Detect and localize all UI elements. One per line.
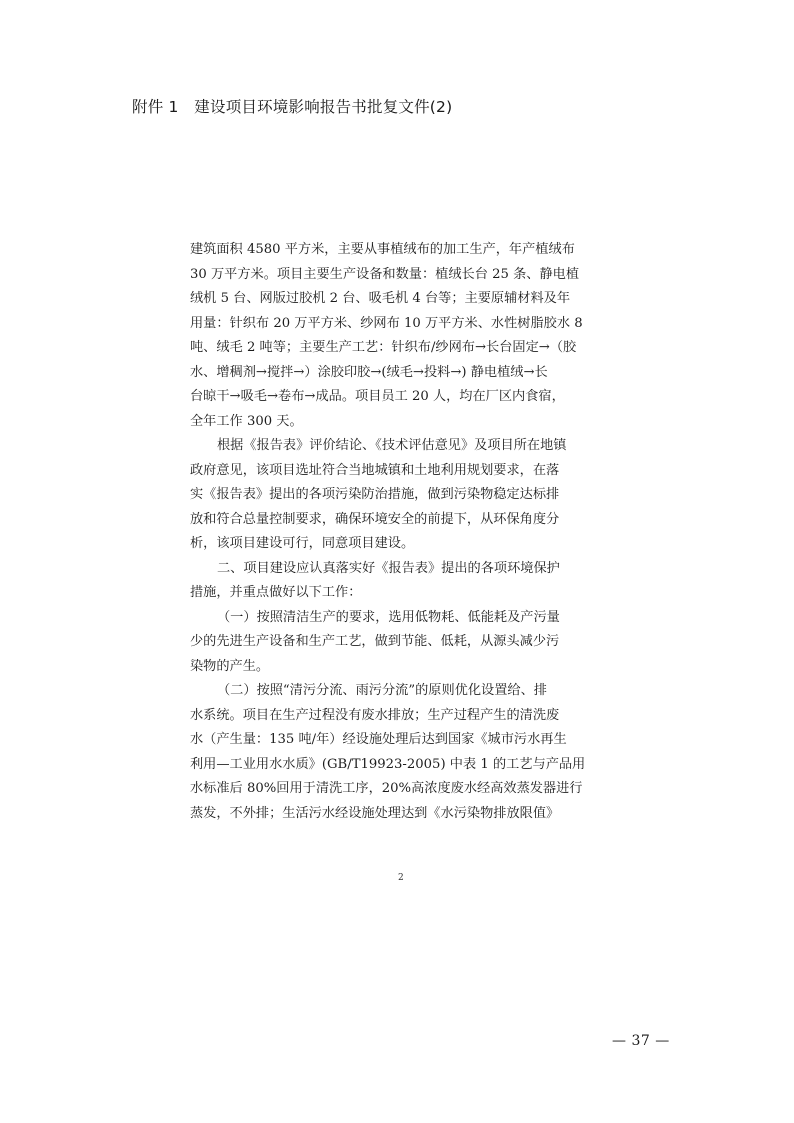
body-line: 全年工作 300 天。 — [190, 413, 303, 429]
body-line: （二）按照“清污分流、雨污分流”的原则优化设置给、排 — [217, 683, 547, 698]
body-line: 二、项目建设应认真落实好《报告表》提出的各项环境保护 — [217, 560, 560, 576]
body-line: 析，该项目建设可行，同意项目建设。 — [190, 536, 415, 551]
body-line: 台晾干→吸毛→卷布→成品。项目员工 20 人，均在厂区内食宿， — [190, 389, 565, 404]
body-line: 染物的产生。 — [190, 658, 270, 674]
body-line: 蒸发，不外排；生活污水经设施处理达到《水污染物排放限值》 — [190, 805, 560, 821]
body-line: （一）按照清洁生产的要求，选用低物耗、低能耗及产污量 — [217, 609, 560, 625]
body-line: 建筑面积 4580 平方米，主要从事植绒布的加工生产，年产植绒布 — [190, 242, 575, 257]
inner-page-number: 2 — [398, 873, 404, 883]
body-line: 根据《报告表》评价结论、《技术评估意见》及项目所在地镇 — [217, 438, 567, 453]
outer-page-number: — 37 — — [612, 1033, 670, 1049]
body-line: 绒机 5 台、网版过胶机 2 台、吸毛机 4 台等；主要原辅材料及年 — [190, 291, 571, 306]
body-line: 30 万平方米。项目主要生产设备和数量：植绒长台 25 条、静电植 — [190, 266, 580, 282]
body-line: 水标准后 80%回用于清洗工序，20%高浓度废水经高效蒸发器进行 — [190, 781, 583, 796]
body-line: 利用—工业用水水质》(GB/T19923-2005) 中表 1 的工艺与产品用 — [190, 756, 586, 772]
body-line: 水、增稠剂→搅拌→）涂胶印胶→(绒毛→投料→) 静电植绒→长 — [190, 364, 548, 380]
body-line: 水系统。项目在生产过程没有废水排放；生产过程产生的清洗废 — [190, 707, 560, 723]
body-line: 放和符合总量控制要求，确保环境安全的前提下，从环保角度分 — [190, 511, 560, 527]
body-line: 吨、绒毛 2 吨等；主要生产工艺：针织布/纱网布→长台固定→（胶 — [190, 340, 577, 355]
body-line: 政府意见，该项目选址符合当地城镇和土地利用规划要求，在落 — [190, 462, 560, 478]
body-line: 措施，并重点做好以下工作： — [190, 585, 362, 600]
body-line: 少的先进生产设备和生产工艺，做到节能、低耗，从源头减少污 — [190, 634, 560, 649]
document-body — [190, 238, 618, 826]
attachment-header: 附件 1 建设项目环境影响报告书批复文件(2) — [132, 98, 453, 116]
body-line: 水（产生量：135 吨/年）经设施处理后达到国家《城市污水再生 — [190, 732, 567, 747]
body-line: 实《报告表》提出的各项污染防治措施，做到污染物稳定达标排 — [190, 487, 560, 502]
body-line: 用量：针织布 20 万平方米、纱网布 10 万平方米、水性树脂胶水 8 — [190, 315, 583, 331]
